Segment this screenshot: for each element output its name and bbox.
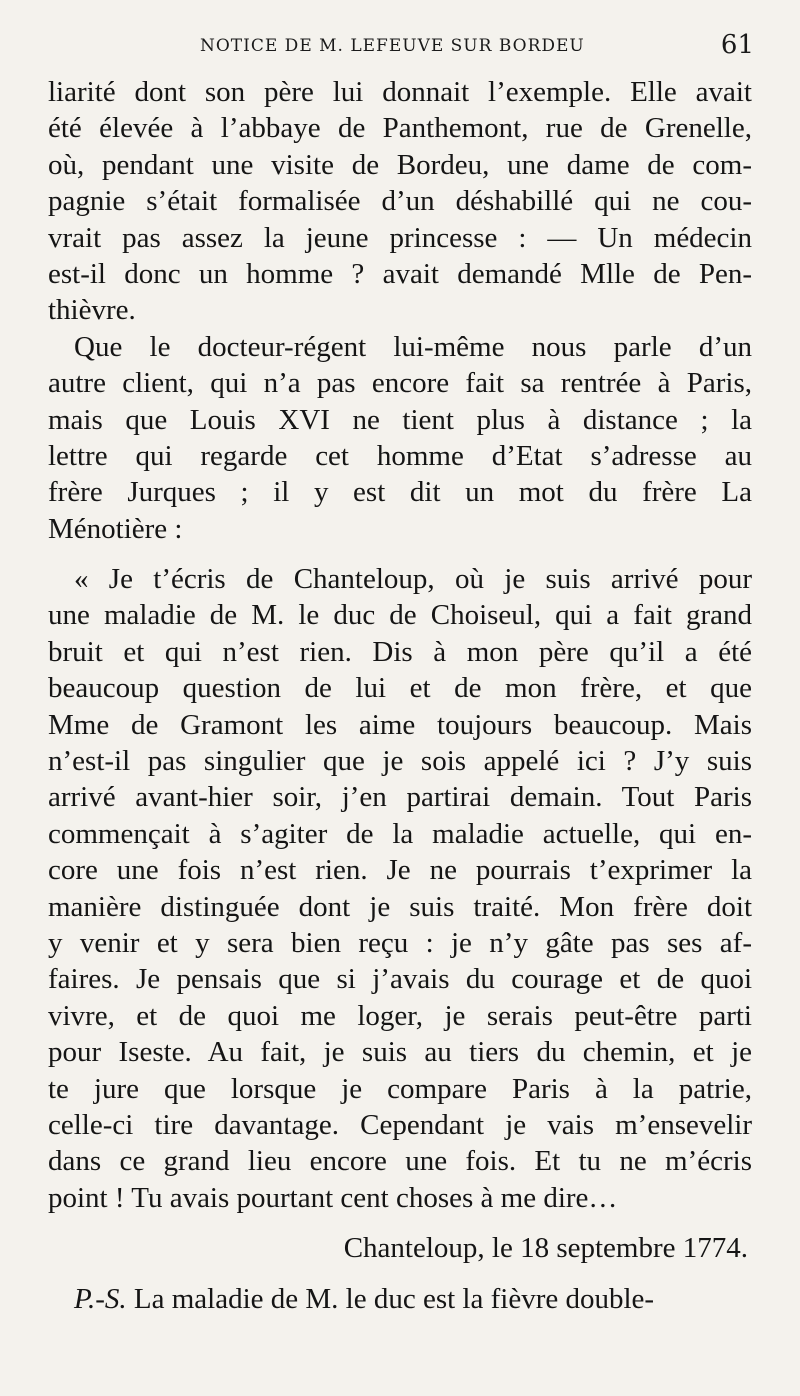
postscript-label: P.-S. xyxy=(74,1282,127,1315)
letter-line: commençait à s’agiter de la maladie actuelle, qui en- xyxy=(48,817,752,850)
page-number: 61 xyxy=(720,30,754,60)
letter-line: point ! Tu avais pourtant cent choses à me dire… xyxy=(48,1181,618,1214)
text-line: été élevée à l’abbaye de Panthemont, rue de Grenelle, xyxy=(48,112,752,145)
text-line: où, pendant une visite de Bordeu, une dame de com- xyxy=(48,148,752,181)
letter-line: faires. Je pensais que si j’avais du courage et de quoi xyxy=(48,963,752,996)
text-line: Que le docteur-régent lui-même nous parle d’un xyxy=(74,330,752,363)
text-line: autre client, qui n’a pas encore fait sa rentrée à Paris, xyxy=(48,367,752,400)
body-text xyxy=(48,74,752,1317)
letter-line: « Je t’écris de Chanteloup, où je suis arrivé pour xyxy=(74,563,752,596)
paragraph-gap xyxy=(48,1267,752,1281)
text-line: vrait pas assez la jeune princesse : — Un médecin xyxy=(48,221,752,254)
letter-line: core une fois n’est rien. Je ne pourrais t’exprimer la xyxy=(48,854,752,887)
letter-signoff: Chanteloup, le 18 septembre 1774. xyxy=(343,1232,748,1265)
letter-line: celle-ci tire davantage. Cependant je vais m’ensevelir xyxy=(48,1108,752,1141)
text-line: thièvre. xyxy=(48,294,136,327)
text-line: mais que Louis XVI ne tient plus à distance ; la xyxy=(48,403,752,436)
letter-line: n’est-il pas singulier que je sois appelé ici ? J’y suis xyxy=(48,745,752,778)
text-line: Ménotière : xyxy=(48,512,183,545)
letter-line: pour Iseste. Au fait, je suis au tiers du chemin, et je xyxy=(48,1036,752,1069)
running-head xyxy=(48,30,754,62)
paragraph-gap xyxy=(48,547,752,561)
letter-line: une maladie de M. le duc de Choiseul, qui a fait grand xyxy=(48,599,752,632)
letter-line: Mme de Gramont les aime toujours beaucoup. Mais xyxy=(48,708,752,741)
running-title: NOTICE DE M. LEFEUVE SUR BORDEU xyxy=(200,36,585,56)
text-line: pagnie s’était formalisée d’un déshabillé qui ne cou- xyxy=(48,185,752,218)
text-line: est-il donc un homme ? avait demandé Mlle de Pen- xyxy=(48,257,752,290)
letter-line: arrivé avant-hier soir, j’en partirai demain. Tout Paris xyxy=(48,781,752,814)
letter-line: bruit et qui n’est rien. Dis à mon père qu’il a été xyxy=(48,635,752,668)
letter-line: manière distinguée dont je suis traité. Mon frère doit xyxy=(48,890,752,923)
text-line: frère Jurques ; il y est dit un mot du frère La xyxy=(48,476,752,509)
text-line: lettre qui regarde cet homme d’Etat s’adresse au xyxy=(48,439,752,472)
letter-line: y venir et y sera bien reçu : je n’y gâte pas ses af- xyxy=(48,926,752,959)
letter-line: vivre, et de quoi me loger, je serais peut-être parti xyxy=(48,999,752,1032)
letter-line: beaucoup question de lui et de mon frère, et que xyxy=(48,672,752,705)
postscript-line xyxy=(48,1281,752,1317)
postscript-text: La maladie de M. le duc est la fièvre double- xyxy=(126,1282,655,1315)
letter-line: te jure que lorsque je compare Paris à la patrie, xyxy=(48,1072,752,1105)
letter-line: dans ce grand lieu encore une fois. Et tu ne m’écris xyxy=(48,1145,752,1178)
text-line: liarité dont son père lui donnait l’exemple. Elle avait xyxy=(48,76,752,108)
